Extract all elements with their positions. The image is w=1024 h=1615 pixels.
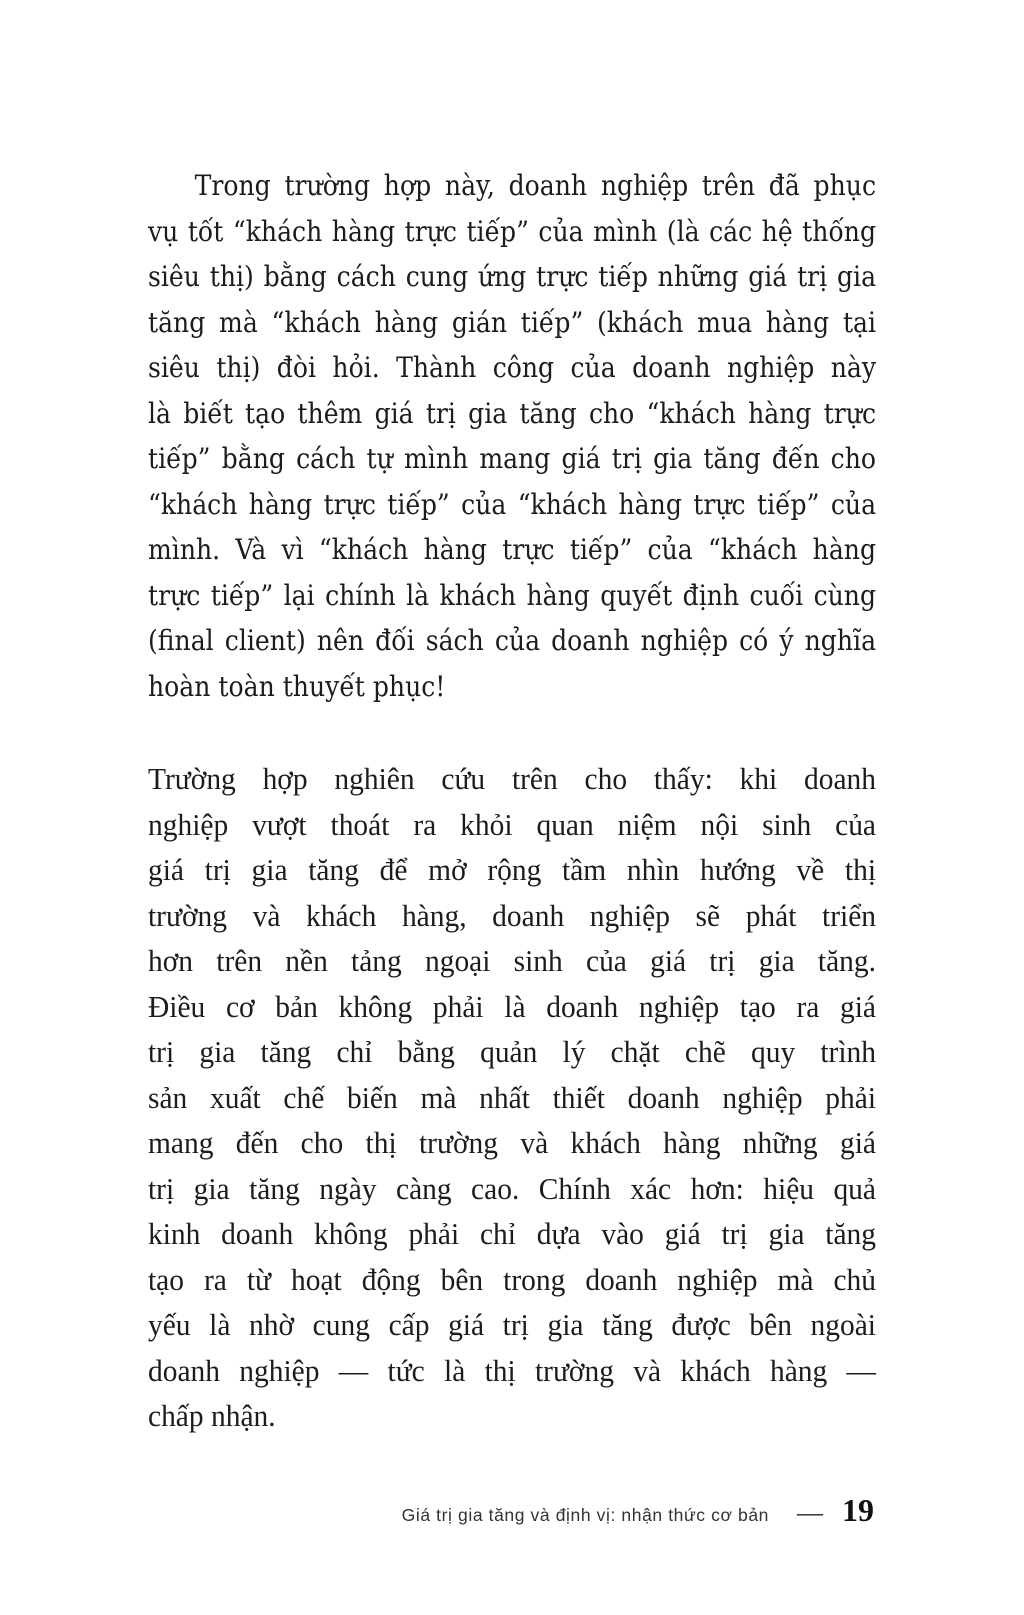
text-line: trực tiếp” lại chính là khách hàng quyết định cuối cùng [148, 578, 877, 612]
text-line: giá trị gia tăng để mở rộng tầm nhìn hướng về thị [148, 852, 877, 887]
body-paragraph-2 [148, 756, 876, 1439]
text-line: doanh nghiệp — tức là thị trường và khách hàng — [148, 1352, 877, 1388]
page-number: 19 [842, 1492, 874, 1528]
text-line: mình. Và vì “khách hàng trực tiếp” của “khách hàng [148, 533, 877, 566]
text-line: nghiệp vượt thoát ra khỏi quan niệm nội sinh của [148, 806, 877, 842]
text-line: là biết tạo thêm giá trị gia tăng cho “khách hàng trực [148, 396, 877, 430]
text-line: hoàn toàn thuyết phục! [148, 669, 446, 703]
text-line: trị gia tăng chỉ bằng quản lý chặt chẽ quy trình [148, 1034, 877, 1069]
page-text-column [148, 163, 876, 1439]
text-line: trường và khách hàng, doanh nghiệp sẽ phát triển [148, 897, 877, 933]
text-line: Điều cơ bản không phải là doanh nghiệp tạo ra giá [148, 988, 877, 1024]
text-line: siêu thị) đòi hỏi. Thành công của doanh nghiệp này [148, 351, 877, 384]
footer-running-title: Giá trị gia tăng và định vị: nhận thức cơ bản [401, 1505, 769, 1525]
text-line: mang đến cho thị trường và khách hàng những giá [148, 1125, 877, 1160]
text-line: trị gia tăng ngày càng cao. Chính xác hơn: hiệu quả [148, 1170, 877, 1206]
text-line: “khách hàng trực tiếp” của “khách hàng trực tiếp” của [148, 487, 877, 521]
text-line: (final client) nên đối sách của doanh nghiệp có ý nghĩa [148, 624, 877, 657]
text-line: siêu thị) bằng cách cung ứng trực tiếp những giá trị gia [148, 260, 877, 293]
body-paragraph-1 [148, 163, 876, 709]
text-line: hơn trên nền tảng ngoại sinh của giá trị gia tăng. [148, 943, 877, 978]
text-line: tạo ra từ hoạt động bên trong doanh nghiệp mà chủ [148, 1261, 877, 1297]
text-line: kinh doanh không phải chỉ dựa vào giá trị gia tăng [148, 1216, 877, 1251]
text-line: Trong trường hợp này, doanh nghiệp trên đã phục [194, 169, 877, 202]
text-line: vụ tốt “khách hàng trực tiếp” của mình (là các hệ thống [148, 214, 877, 248]
text-line: yếu là nhờ cung cấp giá trị gia tăng được bên ngoài [148, 1307, 877, 1342]
page-footer [402, 1492, 874, 1529]
text-line: chấp nhận. [148, 1398, 276, 1433]
text-line: Trường hợp nghiên cứu trên cho thấy: khi doanh [148, 761, 877, 796]
footer-separator-dash: — [797, 1498, 823, 1527]
text-line: sản xuất chế biến mà nhất thiết doanh nghiệp phải [148, 1079, 877, 1115]
text-line: tiếp” bằng cách tự mình mang giá trị gia tăng đến cho [148, 442, 877, 475]
text-line: tăng mà “khách hàng gián tiếp” (khách mua hàng tại [148, 305, 877, 339]
